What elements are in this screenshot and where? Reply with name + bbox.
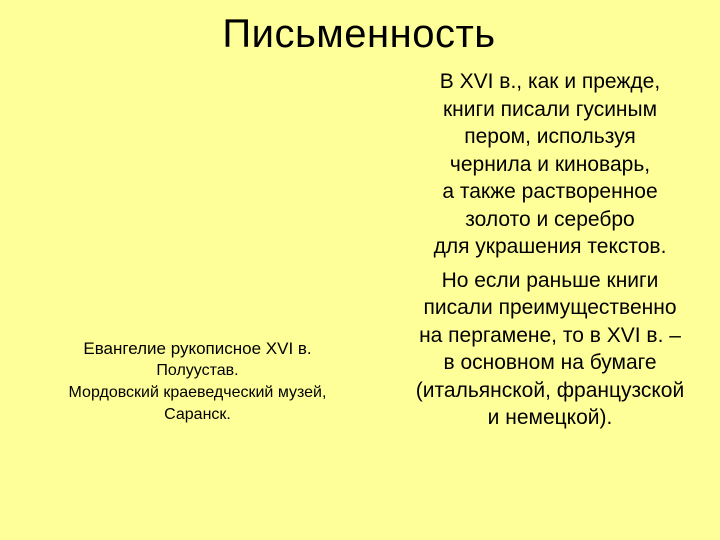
caption-line: Полуустав.: [156, 362, 239, 379]
paragraph-2: [385, 267, 715, 432]
caption-line: Саранск.: [164, 406, 231, 423]
text-line: на пергамене, то в XVI в. –: [419, 323, 681, 347]
text-line: а также растворенное: [442, 180, 658, 203]
text-line: в основном на бумаге: [443, 351, 657, 374]
text-line: В XVI в., как и прежде,: [439, 70, 661, 93]
body-text: [385, 68, 715, 432]
caption-line: Евангелие рукописное XVI в.: [83, 339, 312, 358]
text-line: и немецкой).: [487, 406, 613, 429]
image-caption: [30, 338, 365, 426]
text-line: для украшения текстов.: [433, 235, 667, 258]
text-line: пером, используя: [464, 125, 636, 148]
text-line: книги писали гусиным: [442, 97, 658, 121]
text-line: золото и серебро: [465, 207, 635, 231]
text-line: Но если раньше книги: [441, 268, 659, 292]
paragraph-1: [385, 68, 715, 261]
slide-title: Письменность: [222, 12, 496, 56]
text-line: писали преимущественно: [423, 296, 677, 319]
text-line: (итальянской, французской: [415, 378, 685, 402]
caption-line: Мордовский краеведческий музей,: [68, 384, 327, 401]
text-line: чернила и киноварь,: [449, 152, 651, 176]
